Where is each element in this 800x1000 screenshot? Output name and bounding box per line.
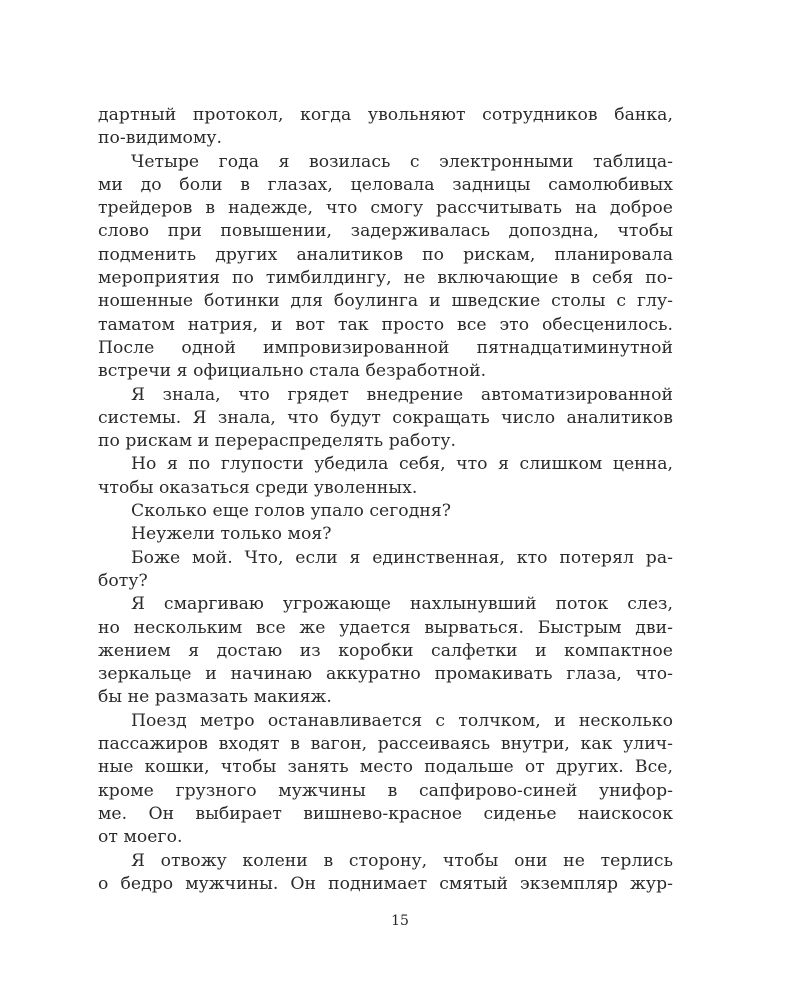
text-line: Поезд метро останавливается с толчком, и несколько xyxy=(131,710,673,731)
text-line: боту? xyxy=(98,570,148,591)
text-line: зеркальце и начинаю аккуратно промакивать глаза, что- xyxy=(98,664,673,685)
paragraph xyxy=(98,593,673,709)
paragraph xyxy=(98,453,673,500)
paragraph xyxy=(98,547,673,594)
text-line: но нескольким все же удается вырваться. Быстрым дви- xyxy=(98,617,673,638)
text-line: трейдеров в надежде, что смогу рассчитывать на доброе xyxy=(98,198,673,219)
text-line: мероприятия по тимбилдингу, не включающие в себя по- xyxy=(98,268,673,289)
text-line: встречи я официально стала безработной. xyxy=(98,361,487,382)
paragraph xyxy=(98,104,673,151)
page-number: 15 xyxy=(391,913,409,929)
paragraph xyxy=(98,384,673,454)
text-line: После одной импровизированной пятнадцатиминутной xyxy=(98,337,673,358)
text-line: ми до боли в глазах, целовала задницы самолюбивых xyxy=(98,174,673,195)
text-line: слово при повышении, задерживалась допоздна, чтобы xyxy=(98,221,673,242)
text-line: жением я достаю из коробки салфетки и компактное xyxy=(98,640,673,661)
text-line: Неужели только моя? xyxy=(131,524,332,545)
text-line: ме. Он выбирает вишнево-красное сиденье наискосок xyxy=(98,803,673,824)
paragraph xyxy=(98,710,673,850)
text-line: пассажиров входят в вагон, рассеиваясь внутри, как улич- xyxy=(98,734,673,755)
paragraph xyxy=(98,151,673,384)
text-line: Я отвожу колени в сторону, чтобы они не терлись xyxy=(131,850,673,871)
text-line: Я знала, что грядет внедрение автоматизированной xyxy=(131,384,673,405)
text-line: ношенные ботинки для боулинга и шведские столы с глу- xyxy=(98,291,673,312)
text-line: чтобы оказаться среди уволенных. xyxy=(98,477,418,498)
text-line: кроме грузного мужчины в сапфирово-синей унифор- xyxy=(98,780,673,801)
text-line: Сколько еще голов упало сегодня? xyxy=(131,501,452,522)
text-line: таматом натрия, и вот так просто все это обесценилось. xyxy=(98,314,673,335)
text-line: по-видимому. xyxy=(98,128,223,149)
text-line: Но я по глупости убедила себя, что я слишком ценна, xyxy=(131,454,673,475)
paragraph xyxy=(98,500,673,523)
page-body xyxy=(98,104,673,896)
text-line: Я смаргиваю угрожающе нахлынувший поток слез, xyxy=(131,594,673,615)
text-line: Боже мой. Что, если я единственная, кто потерял ра- xyxy=(131,547,673,568)
paragraph xyxy=(98,523,673,546)
text-line: системы. Я знала, что будут сокращать число аналитиков xyxy=(98,407,673,428)
text-line: о бедро мужчины. Он поднимает смятый экземпляр жур- xyxy=(98,873,673,894)
text-line: Четыре года я возилась с электронными таблица- xyxy=(131,151,673,172)
text-line: бы не размазать макияж. xyxy=(98,687,332,708)
text-line: от моего. xyxy=(98,827,183,848)
text-line: подменить других аналитиков по рискам, планировала xyxy=(98,244,673,265)
text-line: ные кошки, чтобы занять место подальше от других. Все, xyxy=(98,757,673,778)
text-line: по рискам и перераспределять работу. xyxy=(98,431,457,452)
text-line: дартный протокол, когда увольняют сотрудников банка, xyxy=(98,105,673,125)
paragraph xyxy=(98,850,673,897)
